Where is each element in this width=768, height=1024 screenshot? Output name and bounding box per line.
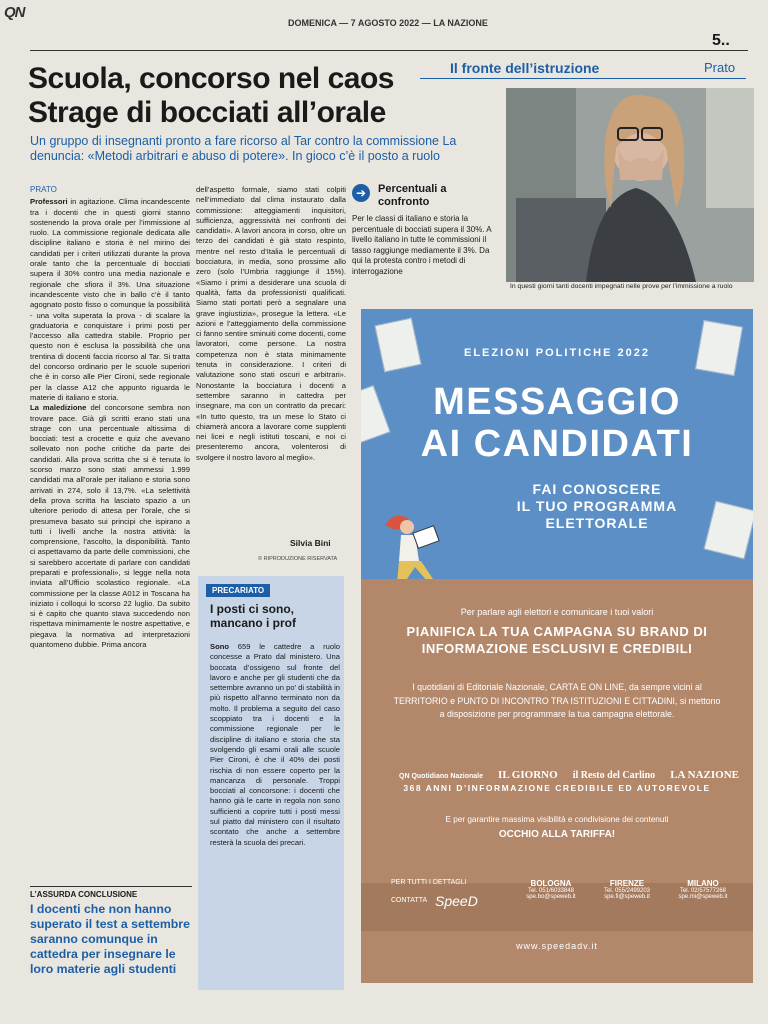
- ad-slogan: 368 ANNI D’INFORMAZIONE CREDIBILE ED AUTOREVOLE: [403, 783, 711, 793]
- ad-tariff-line: E per garantire massima visibilità e condivisione dei contenuti: [445, 815, 669, 824]
- office-phone: Tel. 051/6033848: [527, 888, 575, 894]
- office-milano: [663, 879, 743, 900]
- header-rule: [30, 50, 748, 51]
- office-firenze: [587, 879, 667, 900]
- ad-subtitle-line-2: IL TUO PROGRAMMA: [516, 498, 678, 514]
- office-phone: Tel. 02/57577268: [679, 888, 727, 894]
- brand-la-nazione: LA NAZIONE: [670, 769, 739, 781]
- office-email[interactable]: spe.bo@speweb.it: [526, 894, 576, 900]
- article-paragraph-3: dell’aspetto formale, siamo stati colpiti nell’immediato dal clima instaurato dalla commissione: atteggiamenti inquisitori, sufficienza, aggressività nei confronti dei candidati». A lavori ancora in corso, oltre un terzo dei candidati è già stato respinto, mentre nel resto d’Italia le percentuali di bocciatura, in media, sono prossime allo zero (solo l’Umbria raggiunge il 15%). «Siamo i primi a desiderare una scuola di qualità, fatta da professionisti qualificati. Siamo stati portati però a segnalare una grave ingiustizia», prosegue la lettera. «Le azioni e l’atteggiamento della commissione ci fanno sentire sminuiti come docenti, come lavoratori, come persone. La nostra competenza non è stata minimamente tenuta in considerazione. I criteri di valutazione sono stati oscuri e arbitrari». Nonostante la bocciatura i docenti a settembre saranno in cattedra per insegnare, ma con un contratto da precari: «In tutto questo, tra un mese lo Stato ci chiamerà ancora a lavorare come supplenti nei licei e negli istituti toscani, e noi ci presenteremo ancora, volenterosi di svolgere il nostro lavoro al meglio».: [196, 185, 346, 462]
- teacher-photo-illustration: [506, 88, 754, 282]
- ad-website-link[interactable]: www.speedadv.it: [516, 941, 598, 951]
- ad-title-line-1: MESSAGGIO: [433, 381, 681, 423]
- ad-subtitle: [441, 481, 753, 532]
- election-advertisement: [361, 309, 753, 983]
- conclusion-rule: [30, 886, 192, 887]
- ad-title: [361, 381, 753, 465]
- precariato-label: PRECARIATO: [206, 584, 270, 597]
- percentuali-title: Percentuali a confronto: [378, 183, 447, 208]
- speed-logo: SpeeD: [435, 893, 478, 909]
- ad-body-text: I quotidiani di Editoriale Nazionale, CARTA E ON LINE, da sempre vicini al TERRITORIO e PUNTO DI INCONTRO TRA ISTITUZIONI E CITTADINI, si mettono a disposizione per programmare la tua campagna elettorale.: [393, 682, 721, 719]
- precariato-text: [210, 642, 340, 848]
- lead-word-2: La maledizione: [30, 403, 87, 413]
- ad-brand-row: [399, 769, 739, 781]
- headline-line-1: Scuola, concorso nel caos: [28, 62, 394, 95]
- article-photo: [506, 88, 754, 282]
- brand-il-giorno: IL GIORNO: [498, 769, 558, 781]
- precariato-lead: Sono: [210, 642, 229, 651]
- ad-subtitle-line-3: ELETTORALE: [545, 515, 649, 531]
- article-paragraph-2: del concorsone sembra non trovare pace. Già gli scritti erano stati una strage con una percentuale altissima di bocciati: test a crocette e quiz che avevano sollevato non poche critiche da parte dei candidati. Alla prova scritta che si è tenuta lo scorso marzo sono stati ammessi 1.999 candidati ma all’orale per italiano e storia sono arrivati in 274, solo il 13,7%. «La selettività della prova scritta ha lasciato spazio a un ulteriore periodo di attesa per l’orale, che si presumeva basato sui principi che ispirano a tutti i livelli anche la nostra attività: la comprensione, l’ascolto, la disponibilità. Tanto ci aspettavamo da parte delle commissioni, che si sarebbero accertate di parlare con candidati preparati e professionali», si legge nella nota inviata all’Ufficio scolastico regionale. «La commissione per la classe A012 in Toscana ha iniziato i colloqui lo scorso 22 luglio. Da subito si è capito che quanto stava succedendo non rispettava minimamente le nostre aspettative, e piegava la normativa ad interpretazioni quantomeno dubbie. Prima ancora: [30, 403, 191, 650]
- office-city: MILANO: [687, 879, 719, 888]
- city-tag: Prato: [704, 60, 736, 75]
- newspaper-logo: QN: [4, 4, 25, 21]
- ad-subtitle-line-1: FAI CONOSCERE: [532, 481, 662, 497]
- dateline: DOMENICA — 7 AGOSTO 2022 — LA NAZIONE: [288, 18, 488, 28]
- ad-call-to-action: PIANIFICA LA TUA CAMPAGNA SU BRAND DI INFORMAZIONE ESCLUSIVI E CREDIBILI: [406, 624, 708, 656]
- ad-intro-line: Per parlare agli elettori e comunicare i tuoi valori: [460, 607, 654, 617]
- precariato-title: I posti ci sono, mancano i prof: [210, 602, 297, 630]
- ad-tariff-headline: OCCHIO ALLA TARIFFA!: [498, 829, 616, 840]
- author-signature: Silvia Bini: [290, 538, 331, 548]
- ad-contact-word: CONTATTA: [391, 897, 428, 904]
- office-city: BOLOGNA: [530, 879, 572, 888]
- office-email[interactable]: spe.fi@speweb.it: [604, 894, 650, 900]
- page-number: 5..: [712, 32, 730, 49]
- office-phone: Tel. 055/2499203: [603, 888, 651, 894]
- rights-notice: © RIPRODUZIONE RISERVATA: [258, 556, 338, 562]
- conclusion-text: I docenti che non hanno superato il test a settembre saranno comunque in cattedra per insegnare le loro materie agli studenti: [30, 902, 190, 976]
- conclusion-label: L’ASSURDA CONCLUSIONE: [30, 890, 138, 899]
- section-title: Il fronte dell’istruzione: [450, 60, 600, 76]
- office-city: FIRENZE: [609, 879, 645, 888]
- headline: [28, 62, 498, 130]
- article-column-2: [196, 185, 346, 463]
- office-email[interactable]: spe.mi@speweb.it: [678, 894, 728, 900]
- precariato-body: 659 le cattedre a ruolo concesse a Prato dal ministero. Una boccata d’ossigeno sul fronte del lavoro e anche per gli studenti che da settembre avranno un po’ di stabilità in più rispetto all’anno terminato non da molto. Il problema a seguito del caso scoppiato tra i docenti e la commissione regionale per le discipline di italiano e storia che sta svolgendo gli esami orali alle scuole Pier Cironi, è che il 40% dei posti rischia di non essere coperto per la mancanza di personale. Troppi bocciati al concorsone: i docenti che hanno già le carte in regola non sono sufficienti a coprire tutti i posti messi sul piatto dal ministero con il risultato scontato che anche a settembre resterà la scuola dei precari.: [210, 642, 340, 847]
- arrow-right-icon: ➔: [352, 184, 370, 202]
- brand-resto-del-carlino: il Resto del Carlino: [572, 770, 656, 781]
- ad-eyebrow: ELEZIONI POLITICHE 2022: [464, 347, 650, 359]
- article-paragraph-1: in agitazione. Clima incandescente tra i docenti che in questi giorni stanno sostenendo la prova orale per l’immissione al ruolo. La commissione regionale dedicata alle discipline italiano e storia è nel mirino dei candidati per i criteri utilizzati durante la prova orale tanto che la percentuale di bocciati supera il 30% contro una media nazionale e regionale che sfiora il 3%. Una situazione incandescente visto che in ballo c’è il tanto agognato posto fisso o comunque la possibilità - una volta superata la prova - di scalare la graduatoria e conquistare i primi posti per l’accesso alla cattedra stabile. Proprio per questo non è esclusa la possibilità che una trentina di docenti faccia ricorso al Tar. Si tratta del concorso ordinario per le scuole superiori che è in corso alle Pier Cironi, sede regionale per la classe A12 che appunto riguarda le materie di italiano e storia.: [30, 197, 190, 402]
- percentuali-text: Per le classi di italiano e storia la percentuale di bocciati supera il 30%. A livello italiano in tutte le commissioni il tasso raggiunge mediamente il 3%. Da qui la protesta contro i metodi di interrogazione: [352, 214, 492, 276]
- brand-qn: QN Quotidiano Nazionale: [399, 773, 484, 780]
- lead-word: Professori: [30, 197, 68, 207]
- article-column-1: [30, 185, 190, 650]
- ad-contact-label: PER TUTTI I DETTAGLI: [391, 879, 467, 886]
- ad-title-line-2: AI CANDIDATI: [420, 423, 694, 465]
- headline-line-2: Strage di bocciati all’orale: [28, 96, 386, 129]
- photo-caption: In questi giorni tanti docenti impegnati nelle prove per l’immissione a ruolo: [510, 283, 733, 290]
- office-bologna: [511, 879, 591, 900]
- article-city: PRATO: [30, 185, 57, 194]
- subheadline: Un gruppo di insegnanti pronto a fare ricorso al Tar contro la commissione La denuncia: «Metodi arbitrari e abuso di potere». In gioco c’è il posto a ruolo: [30, 134, 457, 163]
